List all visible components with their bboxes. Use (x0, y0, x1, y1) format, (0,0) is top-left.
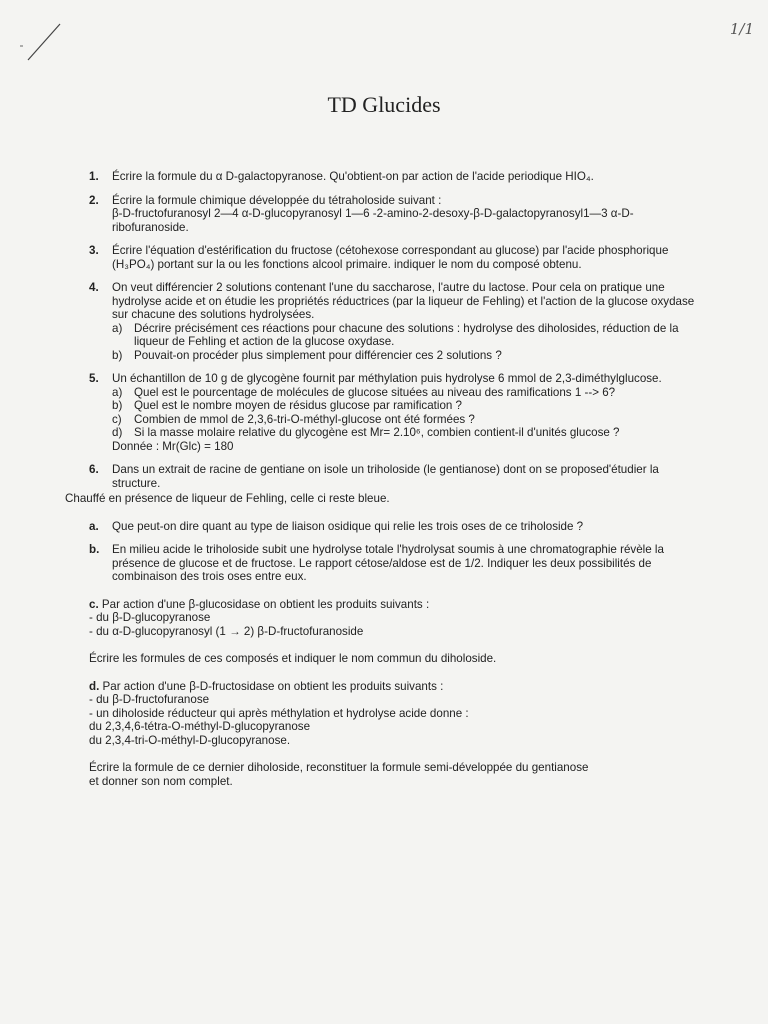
given-data: Donnée : Mr(Glc) = 180 (112, 439, 234, 453)
sub-question-c (112, 413, 709, 427)
sub-question-a (112, 322, 709, 349)
question-text: Un échantillon de 10 g de glycogène fournit par méthylation puis hydrolyse 6 mmol de 2,3-diméthylglucose. (112, 372, 662, 385)
part-c-instruction: Écrire les formules de ces composés et indiquer le nom commun du diholoside. (89, 652, 497, 665)
page-title: TD Glucides (327, 92, 441, 117)
product-item: - du β-D-fructofuranose (89, 693, 210, 706)
part-label: a. (89, 519, 99, 533)
sub-question-text: Si la masse molaire relative du glycogène est Mr= 2.10⁶, combien contient-il d'unités glucose ? (134, 426, 620, 439)
product-item: - du α-D-glucopyranosyl (1 → 2) β-D-fructofuranoside (89, 624, 364, 638)
sub-question-text: Combien de mmol de 2,3,6-tri-O-méthyl-glucose ont été formées ? (134, 412, 475, 426)
sub-question-letter: b) (112, 399, 123, 412)
part-text: Par action d'une β-glucosidase on obtient les produits suivants : (101, 597, 430, 611)
question-number: 3. (89, 244, 99, 257)
instruction-line: et donner son nom complet. (89, 774, 233, 788)
sub-question-letter: c) (112, 412, 122, 426)
tetraholoside-name: β-D-fructofuranosyl 2—4 α-D-glucopyranosyl 1—6 -2-amino-2-desoxy-β-D-galactopyranosyl1—3 α-D-ribofuranoside. (112, 207, 634, 234)
part-d-instruction (89, 761, 709, 788)
question-1 (89, 170, 709, 184)
sub-question-letter: d) (112, 426, 123, 439)
part-label: b. (89, 543, 100, 556)
product-item: - du β-D-glucopyranose (89, 611, 211, 624)
question-text: On veut différencier 2 solutions contenant l'une du saccharose, l'autre du lactose. Pour cela on pratique une hydrolyse acide et on étudie les propriétés réductrices (par la liqueur de Fehling) et l'action de la glucose oxydase sur chacune des solutions hydrolysées. (112, 281, 695, 321)
question-2 (89, 194, 709, 235)
question-number: 4. (89, 281, 99, 294)
question-number: 5. (89, 372, 99, 385)
question-6 (89, 463, 709, 490)
question-5 (89, 372, 709, 453)
question-text: Écrire la formule chimique développée du tétraholoside suivant : (112, 193, 442, 207)
part-d (89, 680, 709, 748)
sub-question-b (112, 399, 709, 413)
product-item: du 2,3,4,6-tétra-O-méthyl-D-glucopyranose (89, 720, 311, 733)
sub-question-text: Quel est le nombre moyen de résidus glucose par ramification ? (134, 399, 463, 412)
product-item: - un diholoside réducteur qui après méthylation et hydrolyse acide donne : (89, 706, 469, 720)
sub-question-letter: b) (112, 348, 123, 362)
question-4 (89, 281, 709, 362)
sub-question-text: Décrire précisément ces réactions pour chacune des solutions : hydrolyse des diholosides, réduction de la liqueur de Fehling et action de la glucose oxydase. (134, 321, 679, 348)
part-text: Par action d'une β-D-fructosidase on obtient les produits suivants : (102, 679, 444, 693)
part-text: En milieu acide le triholoside subit une hydrolyse totale l'hydrolysat soumis à une chromatographie révèle la présence de glucose et de fructose. Le rapport cétose/aldose est de 1/2. Indiquer les deux possibilités de combinaison des trois oses entre eux. (112, 543, 664, 583)
question-3 (89, 244, 709, 271)
sub-question-a (112, 386, 709, 400)
part-text: Que peut-on dire quant au type de liaison osidique qui relie les trois oses de ce triholoside ? (112, 519, 584, 533)
sub-question-b (112, 349, 709, 363)
pen-stroke-mark (18, 18, 68, 68)
question-text: Écrire l'équation d'estérification du fructose (cétohexose correspondant au glucose) par l'acide phosphorique (H₃PO₄) portant sur la ou les fonctions alcool primaire. indiquer le nom du composé obtenu. (112, 244, 669, 271)
question-number: 6. (89, 463, 99, 476)
instruction-line: Écrire la formule de ce dernier diholoside, reconstituer la formule semi-développée du gentianose (89, 761, 589, 774)
part-label: c. (89, 597, 99, 611)
question-number: 2. (89, 193, 99, 207)
fehling-observation: Chauffé en présence de liqueur de Fehling, celle ci reste bleue. (65, 492, 390, 505)
sub-question-text: Pouvait-on procéder plus simplement pour différencier ces 2 solutions ? (134, 348, 502, 362)
page-number-mark: 1/1 (729, 20, 754, 38)
sub-question-letter: a) (112, 321, 123, 335)
sub-question-d (112, 426, 709, 440)
part-label: d. (89, 679, 100, 693)
part-a (89, 520, 709, 534)
sub-question-text: Quel est le pourcentage de molécules de glucose situées au niveau des ramifications 1 --> 6? (134, 385, 616, 399)
question-number: 1. (89, 170, 99, 183)
question-text: Écrire la formule du α D-galactopyranose. Qu'obtient-on par action de l'acide periodique HIO₄. (112, 170, 594, 183)
product-item: du 2,3,4-tri-O-méthyl-D-glucopyranose. (89, 733, 291, 747)
question-text: Dans un extrait de racine de gentiane on isole un triholoside (le gentianose) dont on se proposed'étudier la structure. (112, 463, 659, 490)
exercise-list (65, 170, 709, 788)
part-b (89, 543, 709, 584)
sub-question-letter: a) (112, 385, 123, 399)
part-c (89, 598, 709, 639)
